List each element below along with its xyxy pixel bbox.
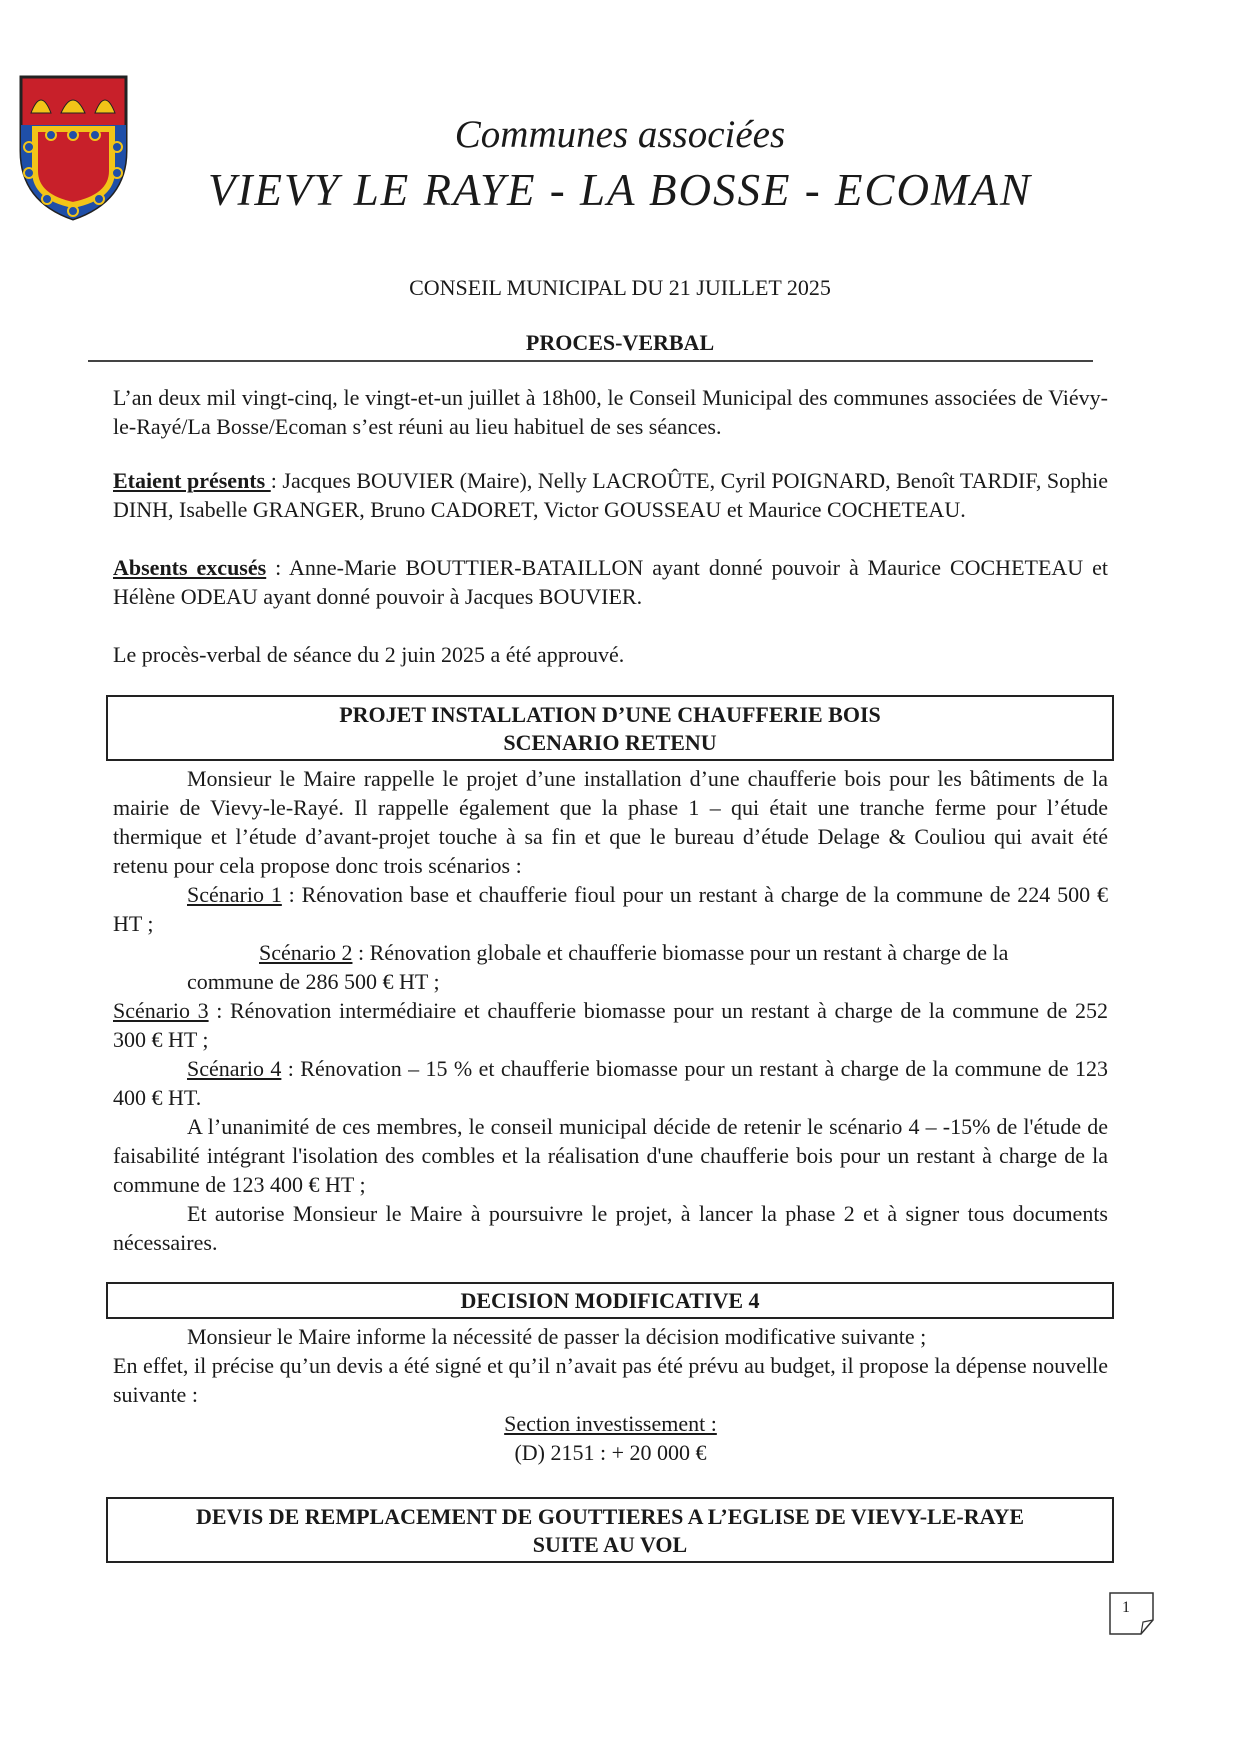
scenario-4 [113,1054,1108,1112]
header-title: VIEVY LE RAYE - LA BOSSE - ECOMAN [208,165,1032,215]
present-list: Jacques BOUVIER (Maire), Nelly LACROÛTE, Cyril POIGNARD, Benoît TARDIF, Sophie DINH, Isabelle GRANGER, Bruno CADORET, Victor GOUSSEAU et Maurice COCHETEAU. [113,468,1108,522]
scenario-3-label: Scénario 3 [113,998,209,1023]
intro-paragraph: L’an deux mil vingt-cinq, le vingt-et-un juillet à 18h00, le Conseil Municipal des communes associées de Viévy-le-Rayé/La Bosse/Ecoman s’est réuni au lieu habituel de ses séances. [113,385,1108,439]
scenario-4-label: Scénario 4 [187,1056,282,1081]
gouttieres-title-line1: DEVIS DE REMPLACEMENT DE GOUTTIERES A L’EGLISE DE VIEVY-LE-RAYE [195,1504,1025,1529]
meeting-title: CONSEIL MUNICIPAL DU 21 JUILLET 2025 [409,275,831,300]
scenario-2-continuation: commune de 286 500 € HT ; [187,969,440,994]
section-heading-chaufferie [106,695,1114,761]
section-investissement-label: Section investissement : [504,1411,717,1436]
scenario-2-desc: : Rénovation globale et chaufferie biomasse pour un restant à charge de la [352,940,1009,965]
section-heading-decision: DECISION MODIFICATIVE 4 [106,1282,1114,1319]
present-separator: : [270,468,283,493]
section-title-line2: SCENARIO RETENU [503,730,717,755]
present-label: Etaient présents [113,468,271,493]
council-authorization: Et autorise Monsieur le Maire à poursuivre le projet, à lancer la phase 2 et à signer tous documents nécessaires. [113,1201,1108,1255]
absent-label: Absents excusés [113,555,267,580]
council-decision: A l’unanimité de ces membres, le conseil municipal décide de retenir le scénario 4 – -15% de l'étude de faisabilité intégrant l'isolation des combles et la réalisation d'une chaufferie bois pour un restant à charge de la commune de 123 400 € HT ; [113,1114,1108,1197]
section-title-line1: PROJET INSTALLATION D’UNE CHAUFFERIE BOIS [339,702,881,727]
scenario-1-text [113,880,1108,938]
section-heading-gouttieres [106,1497,1114,1563]
scenario-3 [113,996,1108,1054]
scenario-4-desc: : Rénovation – 15 % et chaufferie biomasse pour un restant à charge de la commune de 123 400 € HT. [113,1056,1108,1110]
absent-separator: : [266,555,290,580]
scenario-1-desc: : Rénovation base et chaufferie fioul pour un restant à charge de la commune de 224 500 € HT ; [113,882,1109,936]
attendance-absent [113,553,1108,611]
scenario-2-label: Scénario 2 [259,940,353,965]
header-subtitle: Communes associées [454,113,786,156]
attendance-present [113,466,1108,524]
decision-entry: (D) 2151 : + 20 000 € [514,1440,707,1465]
scenario-1-label: Scénario 1 [187,882,282,907]
scenario-2 [113,938,1108,996]
gouttieres-title-line2: SUITE AU VOL [532,1532,688,1557]
header-divider [88,360,1093,362]
absent-list: Anne-Marie BOUTTIER-BATAILLON ayant donné pouvoir à Maurice COCHETEAU et Hélène ODEAU ayant donné pouvoir à Jacques BOUVIER. [113,555,1108,609]
chaufferie-intro: Monsieur le Maire rappelle le projet d’une installation d’une chaufferie bois pour les bâtiments de la mairie de Vievy-le-Rayé. Il rappelle également que la phase 1 – qui était une tranche ferme pour l’étude thermique et l’étude d’avant-projet touche à sa fin et que le bureau d’étude Delage & Couliou qui avait été retenu pour cela propose donc trois scénarios : [113,766,1108,878]
approval-text: Le procès-verbal de séance du 2 juin 2025 a été approuvé. [113,642,625,667]
decision-line1: Monsieur le Maire informe la nécessité de passer la décision modificative suivante ; [187,1324,927,1349]
page-number: 1 [1122,1599,1130,1616]
scenario-3-desc: : Rénovation intermédiaire et chaufferie biomasse pour un restant à charge de la commune de 252 300 € HT ; [113,998,1108,1052]
document-type: PROCES-VERBAL [525,330,715,355]
decision-subheading [113,1409,1108,1438]
decision-line2: En effet, il précise qu’un devis a été signé et qu’il n’avait pas été prévu au budget, il propose la dépense nouvelle suivante : [113,1353,1108,1407]
